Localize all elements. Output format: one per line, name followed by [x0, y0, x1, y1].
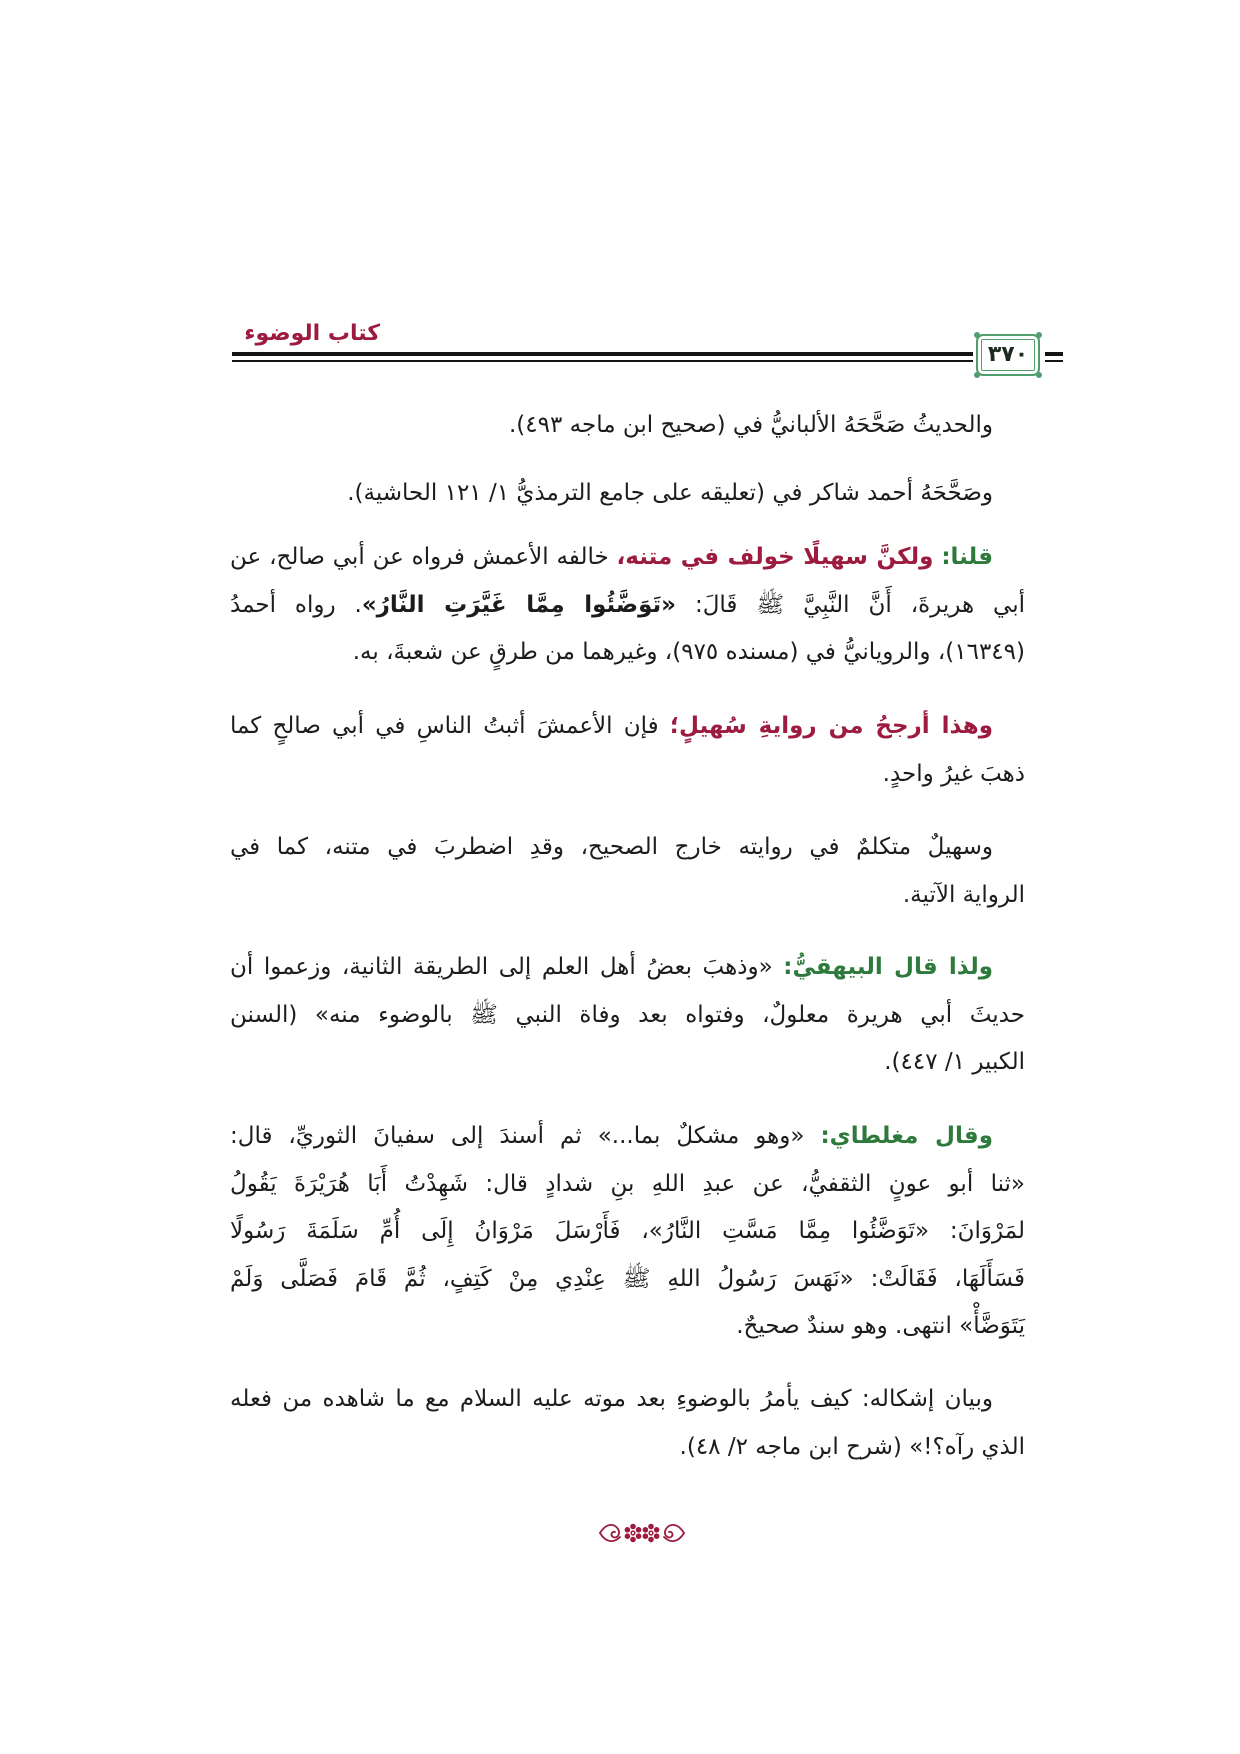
text-run: (١٦٣٤٩)، والرويانيُّ في (مسنده ٩٧٥)، وغيرهما من طرقٍ عن شعبةَ، به. — [352, 639, 1025, 665]
paragraph — [230, 402, 1025, 450]
badge-corner-ornament — [974, 332, 980, 338]
text-line — [230, 1039, 1025, 1087]
speaker-label: ولذا قال البيهقيُّ: — [783, 954, 993, 980]
text-line — [230, 1161, 1025, 1209]
header-rule-thin — [232, 360, 973, 362]
text-line — [230, 1303, 1025, 1351]
text-run: «وهو مشكلٌ بما...» ثم أسندَ إلى سفيانَ الثوريِّ، قال: — [230, 1123, 805, 1149]
text-run: وبيان إشكاله: كيف يأمرُ بالوضوءِ بعد موته عليه السلام مع ما شاهده من فعله — [230, 1386, 993, 1412]
text-run: «وذهبَ بعضُ أهل العلم إلى الطريقة الثانية، وزعموا أن — [230, 954, 773, 980]
text-line — [230, 944, 1025, 992]
text-run: لمَرْوَانَ: «تَوَضَّئُوا مِمَّا مَسَّتِ النَّارُ»، فَأَرْسَلَ مَرْوَانُ إِلَى أُمِّ سَلَمَةَ رَسُولًا — [230, 1218, 1025, 1244]
text-line — [230, 1424, 1025, 1472]
text-run: أبي هريرةَ، أَنَّ النَّبِيَّ ﷺ قَالَ: — [694, 591, 1025, 618]
text-line — [230, 582, 1025, 630]
paragraph — [230, 534, 1025, 677]
text-run: حديثَ أبي هريرة معلولٌ، وفتواه بعد وفاة النبي ﷺ بالوضوء منه» (السنن — [230, 1001, 1025, 1028]
text-line — [230, 703, 1025, 751]
text-run: الكبير ١/ ٤٤٧). — [884, 1049, 1025, 1075]
text-line — [230, 1376, 1025, 1424]
badge-corner-ornament — [974, 372, 980, 378]
text-line — [230, 992, 1025, 1040]
text-run: خالفه الأعمش فرواه عن أبي صالح، عن — [230, 544, 609, 570]
text-run: . رواه أحمدُ — [230, 591, 362, 618]
text-line — [230, 872, 1025, 920]
text-run: فَسَأَلَهَا، فَقَالَتْ: «نَهَسَ رَسُولُ اللهِ ﷺ عِنْدِي مِنْ كَتِفٍ، ثُمَّ قَامَ فَصَلَّى وَلَمْ — [230, 1265, 1025, 1292]
text-run: الذي رآه؟!» (شرح ابن ماجه ٢/ ٤٨). — [679, 1433, 1025, 1460]
header-rule-thin-right — [1045, 360, 1063, 362]
text-run: يَتَوَضَّأْ» انتهى. وهو سندٌ صحيحٌ. — [736, 1313, 1025, 1339]
header-rule-thick — [232, 352, 973, 356]
speaker-label: قلنا: — [941, 544, 993, 570]
text-run: ذهبَ غيرُ واحدٍ. — [882, 760, 1025, 787]
badge-corner-ornament — [1036, 332, 1042, 338]
floral-divider-icon — [596, 1517, 688, 1549]
page-number-badge — [976, 334, 1040, 376]
text-run: الرواية الآتية. — [902, 881, 1025, 908]
paragraph — [230, 1113, 1025, 1351]
text-line — [230, 1208, 1025, 1256]
badge-corner-ornament — [1036, 372, 1042, 378]
paragraph — [230, 944, 1025, 1087]
text-run: وصَحَّحَهُ أحمد شاكر في (تعليقه على جامع الترمذيُّ ١/ ١٢١ الحاشية). — [347, 480, 993, 506]
paragraph — [230, 1376, 1025, 1471]
chapter-title: كتاب الوضوء — [244, 321, 380, 346]
text-line — [230, 470, 1025, 518]
text-line — [230, 751, 1025, 799]
text-line — [230, 629, 1025, 677]
paragraph — [230, 703, 1025, 798]
text-line — [230, 1113, 1025, 1161]
text-line — [230, 1256, 1025, 1304]
paragraph — [230, 824, 1025, 919]
speaker-label: وقال مغلطاي: — [820, 1123, 993, 1149]
paragraph — [230, 470, 1025, 518]
text-line — [230, 534, 1025, 582]
text-run: وسهيلٌ متكلمٌ في روايته خارج الصحيح، وقدِ اضطربَ في متنه، كما في — [230, 834, 993, 860]
text-run: «ثنا أبو عونٍ الثقفيُّ، عن عبدِ اللهِ بنِ شدادٍ قال: شَهِدْتُ أَبَا هُرَيْرَةَ يَقُولُ — [230, 1170, 1025, 1197]
key-statement: ولكنَّ سهيلًا خولف في متنه، — [616, 544, 934, 570]
text-run: والحديثُ صَحَّحَهُ الألبانيُّ في (صحيح ابن ماجه ٤٩٣). — [508, 412, 993, 438]
key-statement: وهذا أرجحُ من روايةِ سُهيلٍ؛ — [669, 713, 993, 739]
hadith-quote: «تَوَضَّئُوا مِمَّا غَيَّرَتِ النَّارُ» — [361, 591, 677, 618]
text-line — [230, 824, 1025, 872]
text-line — [230, 402, 1025, 450]
header-rule-thick-right — [1045, 352, 1063, 356]
text-run: فإن الأعمشَ أثبتُ الناسِ في أبي صالحٍ كما — [230, 713, 659, 739]
page-number: ٣٧٠ — [987, 342, 1029, 367]
